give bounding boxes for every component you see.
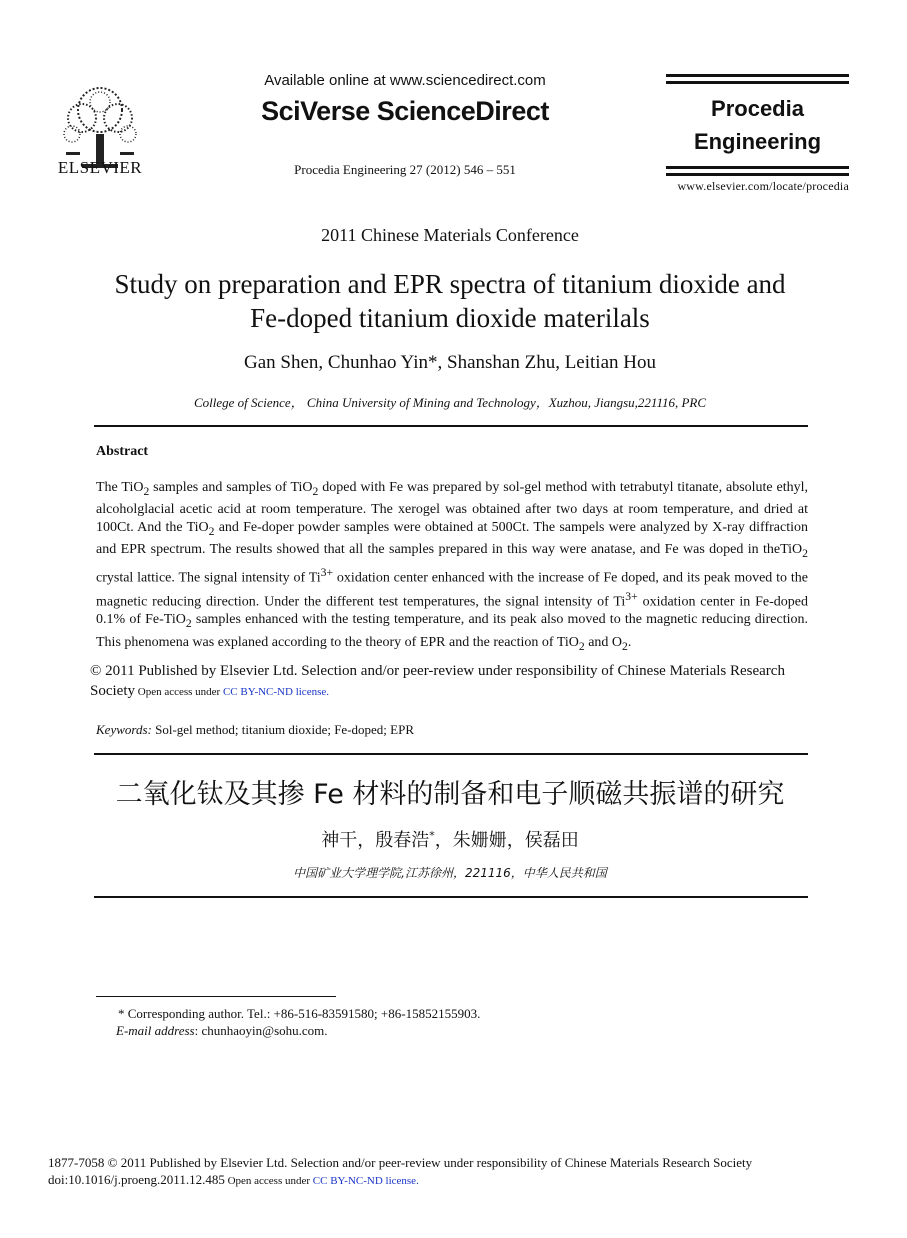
abstract-text: crystal lattice. The signal intensity of Ti — [96, 570, 321, 586]
keywords — [96, 722, 414, 738]
copyright-notice — [90, 662, 810, 702]
bottom-copyright: 1877-7058 © 2011 Published by Elsevier Ltd. Selection and/or peer-review under responsibility of Chinese Materials Research Society — [48, 1155, 753, 1170]
subscript: 2 — [578, 639, 585, 653]
abstract-text: and Fe-doper powder samples were obtained at 500Ct. The sampels were analyzed by X-ray diffraction and EPR spectrum. The results showed that all the samples prepared in this way were anatase, and Fe was doped in theTiO — [96, 520, 808, 558]
journal-name — [666, 92, 849, 158]
email-value[interactable]: : chunhaoyin@sohu.com. — [194, 1023, 328, 1038]
journal-citation: Procedia Engineering 27 (2012) 546 – 551 — [294, 162, 516, 177]
publisher-name: ELSEVIER — [57, 158, 143, 177]
subscript: 2 — [802, 547, 808, 561]
journal-rule-bottom — [666, 166, 849, 169]
subscript: 2 — [185, 617, 192, 631]
footnote-email — [116, 1023, 328, 1039]
keywords-list: Sol-gel method; titanium dioxide; Fe-doped; EPR — [151, 722, 415, 737]
open-access-text: Open access under — [224, 1175, 313, 1187]
journal-name-line2: Engineering — [693, 129, 822, 154]
abstract-text: samples and samples of TiO — [149, 480, 313, 495]
abstract-text: samples enhanced with the testing temperature, and its peak also moved to the magnetic reducing direction. This phenomena was explaned according to the theory of EPR and the reaction of TiO — [96, 612, 808, 650]
chinese-title: 二氧化钛及其掺 Fe 材料的制备和电子顺磁共振谱的研究 — [115, 779, 785, 810]
paper-title — [60, 267, 840, 335]
abstract-body — [96, 479, 808, 656]
email-label: E-mail address — [116, 1023, 195, 1038]
footnote-rule — [96, 996, 336, 997]
journal-rule-top-2 — [666, 81, 849, 84]
abstract-text: doped with Fe was prepared by sol-gel method with tetrabutyl titanate, absolute ethyl, alcoholglacial acetic acid at room temperature. The xerogel was obtained after two days at room temperature, and dried at 100Ct. And the TiO — [96, 480, 809, 536]
subscript: 2 — [312, 484, 319, 498]
license-link[interactable]: CC BY-NC-ND license. — [222, 685, 329, 698]
abstract-text: . — [627, 634, 632, 650]
superscript: 3+ — [320, 565, 334, 579]
keywords-label: Keywords: — [96, 722, 152, 737]
copyright-text: © 2011 Published by Elsevier Ltd. Selection and/or peer-review under responsibility of Chinese Materials Research Society — [90, 663, 785, 699]
chinese-authors-a: 神干，殷春浩 — [321, 830, 430, 851]
footnote-corresponding: * Corresponding author. Tel.: +86-516-83591580; +86-15852155903. — [118, 1006, 481, 1021]
abstract-heading: Abstract — [96, 444, 149, 459]
doi[interactable]: doi:10.1016/j.proeng.2011.12.485 — [48, 1172, 225, 1187]
paper-title-line1: Study on preparation and EPR spectra of titanium dioxide and — [114, 269, 786, 299]
abstract-text: The TiO — [96, 480, 144, 495]
license-link[interactable]: CC BY-NC-ND license. — [312, 1175, 419, 1187]
affiliation: College of Science， China University of Mining and Technology，Xuzhou, Jiangsu,221116, PRC — [193, 395, 707, 410]
abstract-text: and O — [584, 634, 623, 650]
journal-name-line1: Procedia — [711, 96, 804, 121]
superscript: 3+ — [625, 589, 638, 603]
chinese-authors-b: ，朱姗姗，侯磊田 — [434, 830, 579, 851]
conference-name: 2011 Chinese Materials Conference — [321, 225, 579, 245]
divider — [94, 896, 808, 898]
divider — [94, 753, 808, 755]
journal-rule-bottom-2 — [666, 173, 849, 176]
open-access-text: Open access under — [135, 685, 223, 698]
journal-url[interactable]: www.elsevier.com/locate/procedia — [677, 179, 849, 193]
journal-rule-top — [666, 74, 849, 77]
corresponding-mark: * — [429, 829, 435, 842]
authors: Gan Shen, Chunhao Yin*, Shanshan Zhu, Leitian Hou — [244, 352, 656, 373]
subscript: 2 — [143, 484, 150, 498]
bottom-doi — [48, 1172, 419, 1188]
paper-title-line2: Fe-doped titanium dioxide materilals — [250, 303, 650, 333]
divider — [94, 425, 808, 427]
subscript: 2 — [622, 639, 628, 653]
chinese-affiliation: 中国矿业大学理学院,江苏徐州，221116，中华人民共和国 — [293, 866, 607, 880]
available-online: Available online at www.sciencedirect.com — [264, 72, 546, 89]
platform-name: SciVerse ScienceDirect — [261, 96, 549, 126]
chinese-authors — [0, 826, 900, 852]
abstract-text: oxidation center enhanced with the increase of Fe doped, and its peak moved to the magnetic reducing direction. Under the different test temperatures, the signal intensity of Ti — [96, 570, 808, 610]
subscript: 2 — [208, 525, 215, 539]
abstract-text: oxidation center in Fe-doped 0.1% of Fe-TiO — [96, 594, 808, 628]
